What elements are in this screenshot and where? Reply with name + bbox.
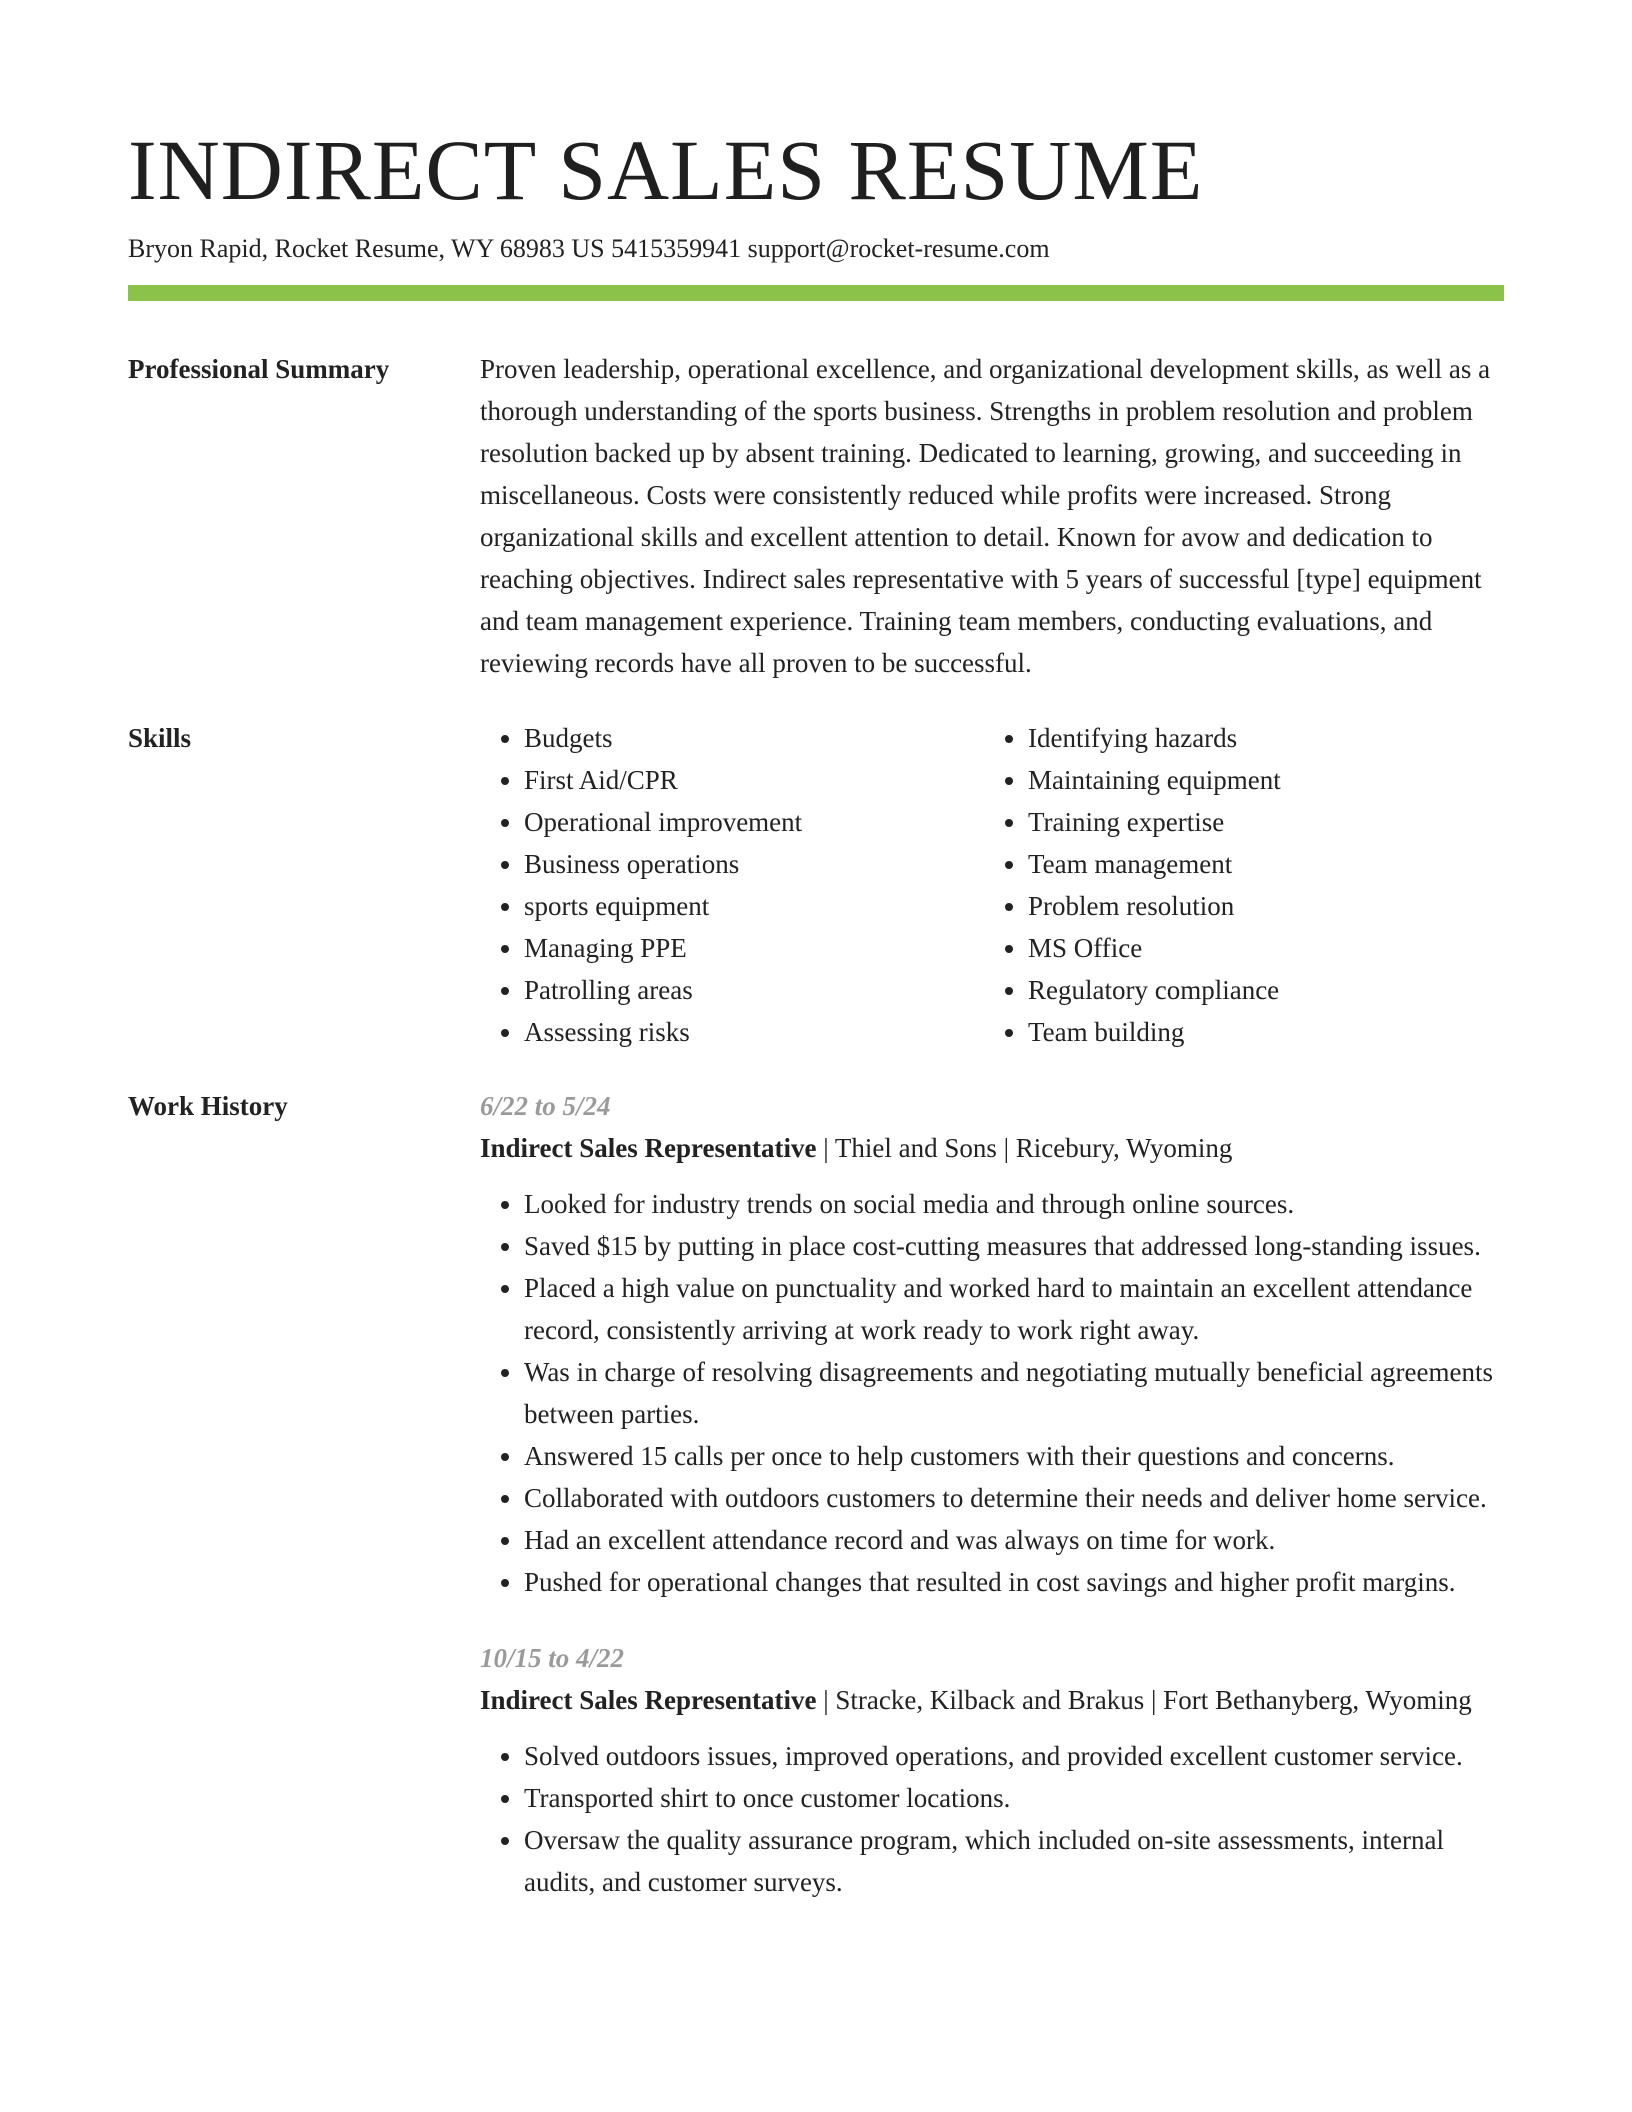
- skill-item: • Operational improvement: [524, 801, 984, 843]
- job-bullet: • Answered 15 calls per once to help customers with their questions and concerns.: [524, 1435, 1504, 1477]
- job-bullet: • Transported shirt to once customer locations.: [524, 1777, 1504, 1819]
- skills-list-left: [480, 717, 984, 1053]
- skill-item: • Training expertise: [1028, 801, 1488, 843]
- job-header: [480, 1127, 1504, 1169]
- job-bullet: • Collaborated with outdoors customers to determine their needs and deliver home service.: [524, 1477, 1504, 1519]
- accent-rule: [128, 285, 1504, 301]
- job-bullets: [480, 1735, 1504, 1903]
- summary-heading: Professional Summary: [128, 354, 390, 384]
- skills-list-right: [984, 717, 1488, 1053]
- job-bullet: • Was in charge of resolving disagreements and negotiating mutually beneficial agreements between parties.: [524, 1351, 1504, 1435]
- job-employer-location: | Stracke, Kilback and Brakus | Fort Bethanyberg, Wyoming: [816, 1685, 1472, 1715]
- job-bullet: • Had an excellent attendance record and was always on time for work.: [524, 1519, 1504, 1561]
- contact-line: Bryon Rapid, Rocket Resume, WY 68983 US 5415359941 support@rocket-resume.com: [128, 234, 1050, 263]
- skill-item: • sports equipment: [524, 885, 984, 927]
- job-bullet: • Looked for industry trends on social media and through online sources.: [524, 1183, 1504, 1225]
- skill-item: • First Aid/CPR: [524, 759, 984, 801]
- work-history-body: [480, 1085, 1504, 1903]
- job-entry: [480, 1085, 1504, 1603]
- job-dates: 10/15 to 4/22: [480, 1643, 625, 1673]
- resume-title: INDIRECT SALES RESUME: [128, 122, 1204, 218]
- skill-item: • Managing PPE: [524, 927, 984, 969]
- job-bullet: • Solved outdoors issues, improved operations, and provided excellent customer service.: [524, 1735, 1504, 1777]
- skill-item: • Budgets: [524, 717, 984, 759]
- summary-text: Proven leadership, operational excellence, and organizational development skills, as well as a thorough understanding of the sports business. Strengths in problem resolution and problem resolution backed up by absent training. Dedicated to learning, growing, and succeeding in miscellaneous. Costs were consistently reduced while profits were increased. Strong organizational skills and excellent attention to detail. Known for avow and dedication to reaching objectives. Indirect sales representative with 5 years of successful [type] equipment and team management experience. Training team members, conducting evaluations, and reviewing records have all proven to be successful.: [480, 354, 1491, 678]
- job-bullets: [480, 1183, 1504, 1603]
- job-employer-location: | Thiel and Sons | Ricebury, Wyoming: [816, 1133, 1233, 1163]
- skill-item: • Problem resolution: [1028, 885, 1488, 927]
- job-header: [480, 1679, 1504, 1721]
- skill-item: • MS Office: [1028, 927, 1488, 969]
- skill-item: • Team building: [1028, 1011, 1488, 1053]
- job-title: Indirect Sales Representative: [480, 1133, 817, 1163]
- work-history-heading: Work History: [128, 1091, 288, 1121]
- skill-item: • Maintaining equipment: [1028, 759, 1488, 801]
- job-bullet: • Saved $15 by putting in place cost-cutting measures that addressed long-standing issues.: [524, 1225, 1504, 1267]
- job-bullet: • Oversaw the quality assurance program, which included on-site assessments, internal audits, and customer surveys.: [524, 1819, 1504, 1903]
- skill-item: • Assessing risks: [524, 1011, 984, 1053]
- skill-item: • Regulatory compliance: [1028, 969, 1488, 1011]
- job-bullet: • Pushed for operational changes that resulted in cost savings and higher profit margins.: [524, 1561, 1504, 1603]
- skills-heading: Skills: [128, 723, 192, 753]
- skill-item: • Identifying hazards: [1028, 717, 1488, 759]
- job-dates: 6/22 to 5/24: [480, 1091, 611, 1121]
- skills-body: [480, 717, 1504, 1053]
- skill-item: • Patrolling areas: [524, 969, 984, 1011]
- job-bullet: • Placed a high value on punctuality and worked hard to maintain an excellent attendance record, consistently arriving at work ready to work right away.: [524, 1267, 1504, 1351]
- skill-item: • Business operations: [524, 843, 984, 885]
- summary-body: [480, 348, 1504, 684]
- job-entry: [480, 1637, 1504, 1903]
- job-title: Indirect Sales Representative: [480, 1685, 817, 1715]
- skill-item: • Team management: [1028, 843, 1488, 885]
